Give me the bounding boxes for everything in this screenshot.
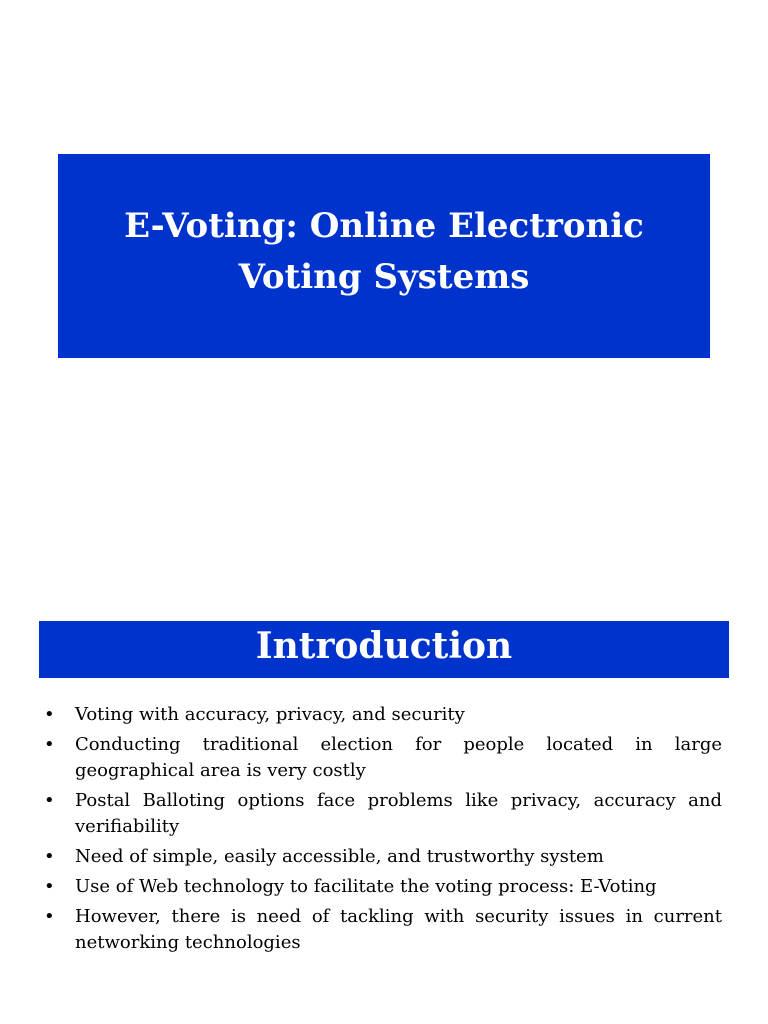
list-item [44, 702, 722, 728]
bullet-text: Postal Balloting options face problems like privacy, accuracy and verifiability [75, 790, 722, 837]
bullet-icon: • [44, 876, 55, 897]
list-item [44, 874, 722, 900]
bullet-icon: • [44, 846, 55, 867]
section-title: Introduction [255, 625, 513, 667]
bullet-icon: • [44, 704, 55, 725]
bullet-list [44, 702, 722, 960]
list-item [44, 732, 722, 784]
bullet-text: Voting with accuracy, privacy, and security [75, 704, 465, 725]
page-title: E-Voting: Online Electronic Voting Systems [124, 206, 644, 297]
bullet-text: However, there is need of tackling with security issues in current networking technologies [75, 906, 722, 953]
bullet-icon: • [44, 734, 55, 755]
section-header-banner [39, 621, 729, 678]
list-item [44, 788, 722, 840]
list-item [44, 844, 722, 870]
bullet-text: Need of simple, easily accessible, and trustworthy system [75, 846, 604, 867]
bullet-text: Use of Web technology to facilitate the voting process: E-Voting [75, 876, 657, 897]
list-item [44, 904, 722, 956]
bullet-icon: • [44, 790, 55, 811]
title-banner [58, 154, 710, 358]
bullet-icon: • [44, 906, 55, 927]
bullet-text: Conducting traditional election for people located in large geographical area is very costly [75, 734, 722, 781]
